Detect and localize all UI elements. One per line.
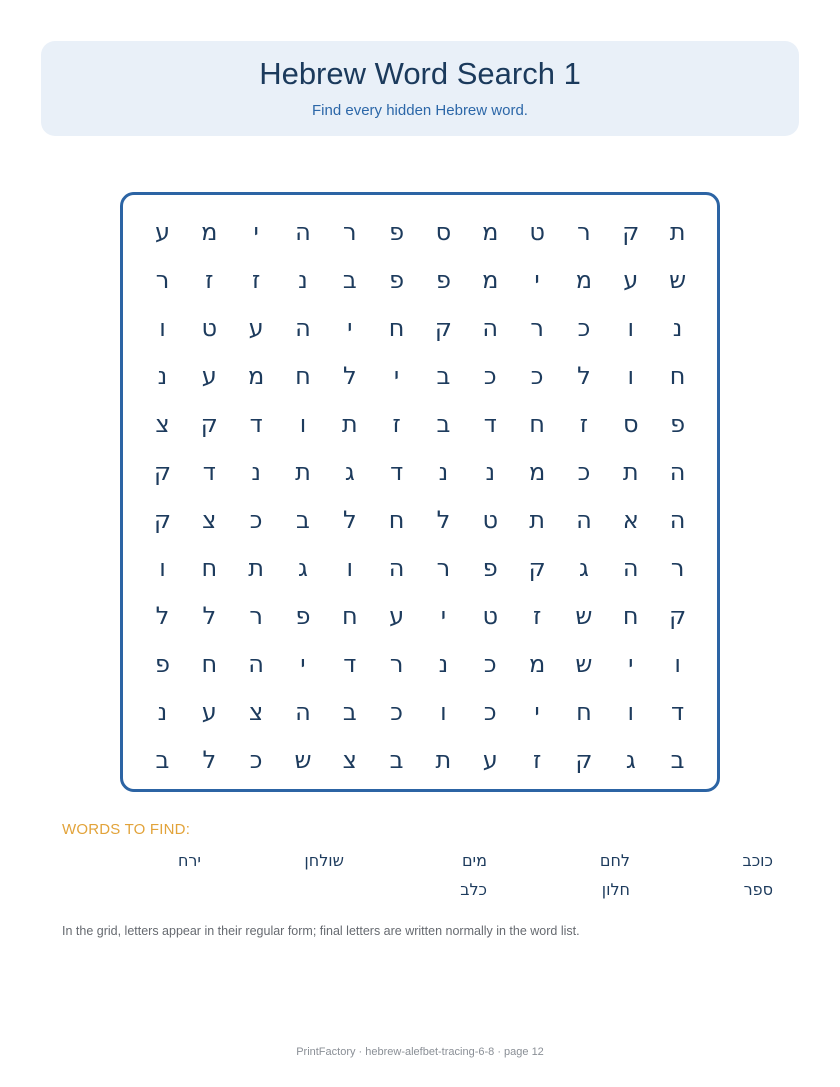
grid-letter: ה	[482, 314, 499, 342]
grid-letter: ח	[201, 650, 218, 678]
word-item: ירח	[177, 851, 201, 870]
grid-letter: מ	[575, 266, 593, 294]
grid-letter: ד	[249, 410, 263, 438]
grid-letter: ק	[434, 314, 452, 342]
grid-letter: כ	[577, 458, 591, 486]
grid-letter: ד	[343, 650, 357, 678]
grid-row	[139, 448, 701, 496]
grid-letter: נ	[157, 698, 168, 726]
grid-row	[139, 592, 701, 640]
grid-letter: ז	[205, 266, 214, 294]
grid-letter: ש	[575, 650, 593, 678]
grid-letter: ע	[201, 698, 217, 726]
grid-letter: ל	[436, 506, 451, 534]
page-subtitle: Find every hidden Hebrew word.	[312, 102, 528, 119]
grid-letter: כ	[249, 746, 263, 774]
grid-letter: ע	[201, 362, 217, 390]
grid-letter: ב	[436, 410, 451, 438]
grid-row	[139, 544, 701, 592]
grid-letter: ט	[482, 506, 499, 534]
grid-letter: ת	[435, 746, 452, 774]
instruction-note: In the grid, letters appear in their regular form; final letters are written normally in the word list.	[62, 924, 580, 938]
grid-letter: ע	[248, 314, 264, 342]
grid-letter: י	[347, 314, 353, 342]
grid-letter: ע	[154, 218, 170, 246]
grid-letter: ל	[202, 746, 217, 774]
grid-letter: פ	[154, 650, 170, 678]
grid-letter: ו	[346, 554, 354, 582]
grid-letter: ק	[575, 746, 593, 774]
grid-letter: ו	[159, 554, 166, 582]
grid-letter: ע	[482, 746, 498, 774]
title-banner	[41, 41, 799, 136]
grid-letter: ש	[575, 602, 593, 630]
grid-letter: ב	[155, 746, 170, 774]
grid-letter: פ	[389, 266, 405, 294]
grid-letter: ג	[298, 554, 308, 582]
grid-letter: ק	[622, 218, 640, 246]
grid-letter: כ	[483, 698, 497, 726]
grid-letter: ק	[153, 506, 171, 534]
grid-letter: ת	[669, 218, 686, 246]
grid-letter: ב	[296, 506, 310, 534]
grid-letter: ל	[577, 362, 591, 390]
grid-row	[139, 256, 701, 304]
grid-letter: ב	[670, 746, 685, 774]
grid-row	[139, 736, 701, 784]
page-title: Hebrew Word Search 1	[259, 56, 581, 91]
grid-letter: ד	[202, 458, 216, 486]
grid-letter: ו	[674, 650, 681, 678]
grid-letter: ו	[299, 410, 307, 438]
grid-letter: ח	[341, 602, 358, 630]
grid-letter: כ	[530, 362, 544, 390]
grid-letter: י	[534, 266, 540, 294]
page-footer: PrintFactory · hebrew-alefbet-tracing-6-8 · page 12	[296, 1046, 544, 1058]
grid-letter: ו	[627, 314, 635, 342]
grid-letter: ו	[627, 362, 635, 390]
grid-letter: ע	[389, 602, 405, 630]
grid-letter: מ	[482, 266, 499, 294]
grid-letter: נ	[672, 314, 683, 342]
grid-letter: ח	[669, 362, 686, 390]
grid-letter: ז	[251, 266, 261, 294]
grid-letter: ר	[343, 218, 357, 246]
grid-letter: ד	[390, 458, 404, 486]
grid-letter: מ	[201, 218, 218, 246]
grid-row	[139, 208, 701, 256]
grid-letter: ס	[622, 410, 639, 438]
word-item: לחם	[599, 851, 630, 870]
word-item: מים	[461, 851, 487, 870]
grid-letter: ס	[435, 218, 452, 246]
grid-letter: ח	[576, 698, 592, 726]
grid-letter: ל	[155, 602, 170, 630]
grid-letter: כ	[483, 650, 497, 678]
grid-letter: ר	[530, 314, 544, 342]
grid-letter: נ	[485, 458, 496, 486]
grid-letter: ת	[295, 458, 311, 486]
grid-letter: ל	[342, 506, 357, 534]
grid-letter: ה	[295, 218, 311, 246]
grid-letter: ר	[155, 266, 170, 294]
grid-letter: ג	[625, 746, 636, 774]
grid-letter: ה	[295, 314, 311, 342]
grid-letter: ז	[392, 410, 401, 438]
grid-letter: ל	[202, 602, 217, 630]
grid-letter: ז	[532, 746, 542, 774]
grid-row	[139, 352, 701, 400]
grid-letter: ר	[249, 602, 263, 630]
word-item: ספר	[743, 880, 773, 899]
grid-letter: ת	[341, 410, 358, 438]
word-item: כלב	[460, 880, 487, 899]
word-search-grid	[120, 192, 720, 792]
grid-letter: נ	[438, 650, 449, 678]
grid-letter: ב	[342, 266, 357, 294]
grid-letter: ח	[622, 602, 639, 630]
grid-letter: פ	[295, 602, 311, 630]
grid-letter: ח	[388, 506, 405, 534]
grid-letter: צ	[155, 410, 170, 438]
grid-letter: ש	[294, 746, 312, 774]
grid-letter: ל	[342, 362, 357, 390]
grid-letter: ר	[670, 554, 685, 582]
grid-letter: ז	[579, 410, 589, 438]
grid-letter: ש	[669, 266, 687, 294]
grid-letter: מ	[247, 362, 265, 390]
words-heading: WORDS TO FIND:	[62, 821, 191, 838]
grid-letter: ו	[159, 314, 166, 342]
grid-letter: מ	[482, 218, 499, 246]
grid-letter: ח	[295, 362, 311, 390]
word-item: שולחן	[304, 851, 344, 870]
grid-letter: פ	[435, 266, 451, 294]
grid-letter: כ	[249, 506, 263, 534]
grid-letter: ת	[529, 506, 545, 534]
grid-letter: ו	[440, 698, 447, 726]
grid-letter: י	[534, 698, 540, 726]
grid-letter: ב	[436, 362, 451, 390]
grid-letter: נ	[157, 362, 168, 390]
grid-letter: ה	[295, 698, 311, 726]
grid-letter: ט	[201, 314, 218, 342]
grid-letter: ק	[200, 410, 218, 438]
grid-letter: ת	[248, 554, 265, 582]
grid-letter: י	[628, 650, 634, 678]
grid-row	[139, 688, 701, 736]
grid-letter: י	[393, 362, 400, 390]
grid-letter: פ	[670, 410, 686, 438]
grid-letter: ר	[436, 554, 451, 582]
grid-row	[139, 400, 701, 448]
grid-letter: י	[253, 218, 259, 246]
grid-letter: ח	[529, 410, 545, 438]
grid-letter: ט	[529, 218, 545, 246]
grid-letter: ח	[201, 554, 218, 582]
grid-letter: נ	[251, 458, 261, 486]
grid-letter: ח	[388, 314, 405, 342]
grid-letter: כ	[577, 314, 591, 342]
grid-letter: ק	[528, 554, 546, 582]
grid-letter: ב	[342, 698, 357, 726]
grid-row	[139, 304, 701, 352]
grid-letter: ו	[627, 698, 635, 726]
grid-letter: ק	[669, 602, 687, 630]
grid-letter: פ	[482, 554, 498, 582]
grid-letter: ה	[622, 554, 639, 582]
grid-letter: ד	[671, 698, 685, 726]
grid-letter: י	[300, 650, 306, 678]
grid-letter: ר	[577, 218, 591, 246]
grid-letter: ז	[532, 602, 542, 630]
grid-letter: ה	[669, 506, 686, 534]
grid-letter: מ	[528, 458, 546, 486]
grid-letter: ג	[578, 554, 589, 582]
grid-letter: י	[440, 602, 447, 630]
grid-letter: צ	[202, 506, 217, 534]
grid-letter: ה	[248, 650, 264, 678]
word-item: חלון	[601, 880, 630, 899]
grid-letter: ד	[483, 410, 497, 438]
grid-letter: ג	[344, 458, 355, 486]
grid-letter: נ	[298, 266, 308, 294]
grid-letter: ב	[389, 746, 404, 774]
grid-letter: ה	[388, 554, 405, 582]
grid-letter: פ	[389, 218, 405, 246]
grid-letter: נ	[438, 458, 449, 486]
grid-letter: ט	[482, 602, 499, 630]
grid-letter: צ	[342, 746, 357, 774]
grid-letter: ת	[622, 458, 639, 486]
grid-letter: ר	[389, 650, 404, 678]
grid-letter: מ	[528, 650, 546, 678]
word-item: כוכב	[742, 851, 773, 870]
grid-letter: ע	[623, 266, 639, 294]
grid-letter: ה	[576, 506, 592, 534]
grid-letter: כ	[483, 362, 497, 390]
grid-letter: א	[622, 506, 639, 534]
grid-letter: כ	[390, 698, 403, 726]
grid-row	[139, 640, 701, 688]
grid-letter: צ	[249, 698, 264, 726]
grid-letter: ה	[669, 458, 686, 486]
grid-row	[139, 496, 701, 544]
grid-letter: ק	[153, 458, 171, 486]
